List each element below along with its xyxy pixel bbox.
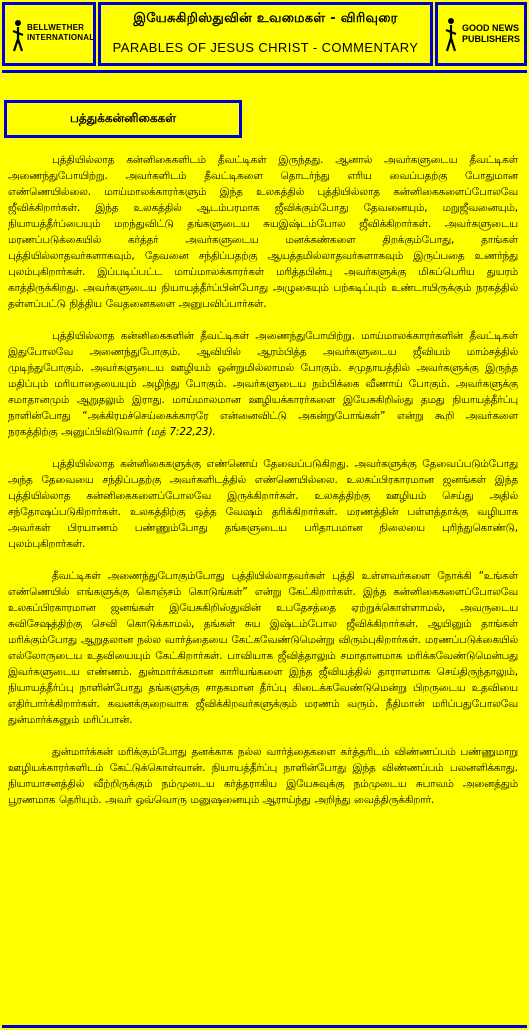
left-logo-text: BELLWETHER INTERNATIONAL <box>27 23 95 42</box>
right-logo-text: GOOD NEWS PUBLISHERS <box>462 23 521 44</box>
header-divider <box>2 70 527 73</box>
walking-figure-icon <box>444 17 458 53</box>
paragraph-3: புத்தியில்லாத கன்னிகைகளுக்கு எண்ணெய் தேவைப்படுகிறது. அவர்களுக்கு தேவைப்படும்போது அந்த தேவையை சந்திப்பதற்கு அவர்களிடத்தில் எண்ணெயில்லை. உலகப்பிரகாரமான ஜனங்கள் இந்த புத்தியில்லாத கன்னிகைகளைப்போலவே இருக்கிறார்கள். உலகத்திற்கு ஊழியம் செய்து அதில் சந்தோஷப்படுகிறார்கள். உலகத்திற்கு ஒத்த வேஷம் தரிக்கிறார்கள். மரணத்தின் பள்ளத்தாக்கு வழியாக அவர்கள் பிரயாணம் பண்ணும்போது தங்களுடைய பரிதாபமான நிலையை புரிந்துகொண்டு, புலம்புகிறார்கள். <box>8 458 518 550</box>
paragraph-4: தீவட்டிகள் அணைந்துபோகும்போது புத்தியில்லாதவர்கள் புத்தி உள்ளவர்களை நோக்கி “உங்கள் எண்ணெயில் எங்களுக்கு கொஞ்சம் கொடுங்கள்” என்று கேட்கிறார்கள். இந்த கன்னிகைகளைப்போலவே உலகப்பிரகாரமான ஜனங்கள் இயேசுகிறிஸ்துவின் உபதேசத்தை ஏற்றுக்கொள்ளாமல், அவருடைய சுவிசேஷத்திற்கு செவி கொடுக்காமல், தங்கள் சுய இஷ்டம்போல ஜீவிக்கிறார்கள். ஆயினும் தாங்கள் மரிக்கும்போது ஆறுதலான நல்ல வார்த்தையை கேட்கவேண்டுமென்று விரும்புகிறார்கள். மரணப்படுக்கையில் எல்லோருடைய உதவியையும் கேட்கிறார்கள். பாவியாக ஜீவித்தாலும் சமாதானமாக மரிக்கவேண்டுமென்பது இவர்களுடைய எண்ணம். துன்மார்க்கமான காரியங்களை இந்த ஜீவியத்தில் தாராளமாக செய்திருந்தாலும், நியாயத்தீர்ப்பு நாளின்போது தங்களுக்கு சாதகமான தீர்ப்பு கிடைக்கவேண்டுமென்று பிறருடைய உதவியை எதிர்பார்க்கிறார்கள். கவனக்குறைவாக ஜீவிக்கிறவர்களுக்கும் மரணம் வரும். நீதிமான் மரிப்பதுபோலவே துன்மார்க்கனும் மரிப்பான். <box>8 570 518 726</box>
section-title-box <box>4 100 242 138</box>
walking-figure-icon <box>11 19 25 53</box>
footer-divider <box>2 1025 527 1028</box>
section-title: பத்துக்கன்னிகைகள் <box>69 111 177 125</box>
scripture-reference: (மத் 7:22,23). <box>146 426 216 438</box>
page-header <box>0 0 529 70</box>
publisher-logo-box <box>2 2 96 66</box>
paragraph-2 <box>8 328 518 440</box>
page-title-english: PARABLES OF JESUS CHRIST - COMMENTARY <box>112 40 419 55</box>
good-news-logo-box <box>435 2 527 66</box>
paragraph-1: புத்தியில்லாத கன்னிகைகளிடம் தீவட்டிகள் இருந்தது. ஆனால் அவர்களுடைய தீவட்டிகள் அணைந்துபோயிற்று. அவர்களிடம் தீவட்டிகளை தொடர்ந்து எரிய வைப்பதற்கு போதுமான எண்ணெயில்லை. மாய்மாலக்காரர்களும் இந்த உலகத்தில் புத்தியில்லாத கன்னிகைகளைப்போலவே ஜீவிக்கிறார்கள். இந்த உலகத்தில் ஆடம்பரமாக ஜீவிக்கும்போது தேவனையும், மறுஜீவனையும், நியாயத்தீர்ப்பையும் மறந்துவிட்டு தங்களுடைய சுயஇஷ்டம்போல ஜீவிக்கிறார்கள். அவர்களுடைய மரணப்படுக்கையில் கர்த்தர் அவர்களுடைய மனக்கண்களை திறக்கும்போது, தாங்கள் புத்தியில்லாதவர்களாகவும், தேவனை சந்திப்பதற்கு ஆயத்தமில்லாதவர்களாகவும் இருப்பதை உணர்ந்து புலம்புகிறார்கள். இப்படிப்பட்ட மாய்மாலக்காரர்கள் மரித்தபின்பு அவர்களுக்கு மிகப்பெரிய துயரம் காத்திருக்கிறது. அவர்களுடைய நியாயத்தீர்ப்பின்போது அழுகையும் பற்கடிப்பும் உண்டாயிருக்கும் நரகத்தில் தள்ளப்பட்டு நித்திய வேதனைகளை அனுபவிப்பார்கள். <box>8 154 519 310</box>
paragraph-5: துன்மார்க்கன் மரிக்கும்போது தனக்காக நல்ல வார்த்தைகளை கர்த்தரிடம் விண்ணப்பம் பண்ணுமாறு ஊழியக்காரர்களிடம் கேட்டுக்கொள்வான். நியாயத்தீர்ப்பு நாளின்போது இந்த விண்ணப்பம் பலனளிக்காது. நியாயாசனத்தில் வீற்றிருக்கும் நம்முடைய கர்த்தராகிய இயேசுவுக்கு நம்முடைய சுபாவம் அனைத்தும் பூரணமாக தெரியும். அவர் ஒவ்வொரு மனுஷனையும் ஆராய்ந்து அறிந்து வைத்திருக்கிறார். <box>8 746 518 806</box>
title-box <box>98 2 433 66</box>
commentary-body <box>8 152 518 824</box>
bellwether-logo <box>11 15 95 57</box>
good-news-logo <box>444 13 522 59</box>
page-title-tamil: இயேசுகிறிஸ்துவின் உவமைகள் - விரிவுரை <box>133 11 398 26</box>
paragraph-2-text: புத்தியில்லாத கன்னிகைகளின் தீவட்டிகள் அணைந்துபோயிற்று. மாய்மாலக்காரர்களின் தீவட்டிகள் இதுபோலவே அணைந்துபோகும். ஆவியில் ஆரம்பித்த அவர்களுடைய ஜீவியம் மாம்சத்தில் முடிந்துபோகும். அவர்களுடைய ஊழியம் ஒன்றுமில்லாமல் போகும். சமுதாயத்தில் அவர்களுக்கு இருந்த மதிப்பும் மரியாதையையும் அழிந்து போகும். அவர்களுடைய நம்பிக்கை வீணாய் போகும். அவர்களுக்கு சமாதானமும் ஆறுதலும் இராது. மாய்மாலமான ஊழியக்காரர்களை இயேசுகிறிஸ்து தமது நியாயத்தீர்ப்பு நாளின்போது “அக்கிரமச்செய்கைக்காரரே என்னைவிட்டு அகன்றுபோங்கள்” என்று கூறி அவர்களை நரகத்திற்கு அனுப்பிவிடுவார் <box>8 330 518 438</box>
